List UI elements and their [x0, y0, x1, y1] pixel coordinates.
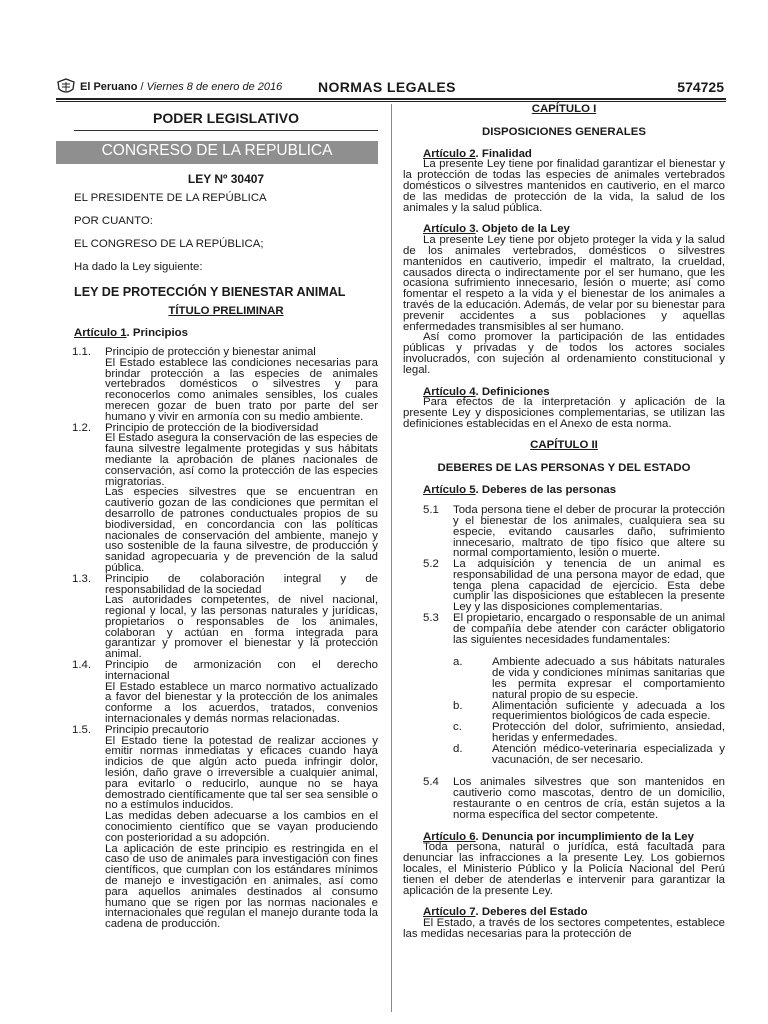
- item-text: El Estado tiene la potestad de realizar acciones y emitir normas inmediatas y eficaces cuando haya indicios de que algún acto pueda infringir dolor, lesión, daño grave o irreversible a cualquier animal, para evitarlo o reducirlo, aunque no se haya demostrado científicamente que tal ser sea sensible o no a estímulos inducidos.: [105, 734, 378, 812]
- art6-label: Artículo 6: [423, 830, 476, 843]
- item-number: 1.1.: [72, 345, 91, 358]
- item-number: 1.5.: [72, 723, 91, 736]
- preamble-4: Ha dado la Ley siguiente:: [74, 260, 203, 273]
- art5-title: . Deberes de las personas: [475, 484, 617, 497]
- publication-name: El Peruano: [80, 81, 138, 93]
- list-item-d: [453, 742, 725, 766]
- item-letter: d.: [453, 742, 463, 755]
- column-divider: [391, 104, 392, 1012]
- item-text: El Estado establece las condiciones necesarias para brindar protección a las especies de animales vertebrados domésticos o silvestres y para reconocerlos como animales sensibles, los cuales merecen gozar de buen trato por parte del ser humano y vivir en armonía con su medio ambiente.: [105, 356, 378, 423]
- item-title: Principio de armonización con el derecho internacional: [105, 659, 378, 682]
- principle-1-5: [74, 725, 378, 930]
- list-item-a: [453, 656, 725, 701]
- art4-title: . Definiciones: [475, 385, 550, 398]
- art5-item-1: [423, 504, 725, 560]
- preamble-1: EL PRESIDENTE DE LA REPÚBLICA: [74, 192, 267, 205]
- item-number: 5.2: [423, 558, 439, 571]
- section-name: NORMAS LEGALES: [318, 79, 456, 95]
- publication-date: Viernes 8 de enero de 2016: [146, 81, 283, 93]
- page-number: 574725: [677, 79, 724, 95]
- art1-label: Artículo 1: [74, 327, 127, 340]
- item-number: 5.4: [423, 776, 439, 789]
- item-text: El propietario, encargado o responsable de un animal de compañía debe atender con carácter obligatorio las siguientes necesidades fundamentales:: [453, 612, 725, 646]
- page-header: [56, 78, 726, 98]
- item-letter: a.: [453, 656, 463, 669]
- item-number: 1.2.: [72, 421, 91, 434]
- item-letter: c.: [453, 721, 462, 734]
- art5-heading: [423, 485, 725, 496]
- item-text: Las autoridades competentes, de nivel nacional, regional y local, y las personas naturales y jurídicas, propietarios o responsables de los animales, colaboran y actúan en forma integrada para garantizar y promover el bienestar y la protección animal.: [105, 594, 378, 661]
- coat-of-arms-icon: [56, 78, 76, 96]
- item-text-2: Las medidas deben adecuarse a los cambios en el conocimiento científico que se vayan produciendo con posterioridad a su adopción.: [105, 810, 378, 844]
- art7-text: El Estado, a través de los sectores competentes, establece las medidas necesarias para la protección de: [403, 917, 725, 940]
- art6-title: . Denuncia por incumplimiento de la Ley: [475, 830, 694, 843]
- art3-label: Artículo 3: [423, 223, 476, 236]
- art4-label: Artículo 4: [423, 385, 476, 398]
- art5-label: Artículo 5: [423, 484, 476, 497]
- item-text: Los animales silvestres que son mantenidos en cautiverio como mascotas, dentro de un domicilio, restaurante o en centros de cría, están sujetos a la norma específica del sector competente.: [453, 776, 725, 821]
- item-text: La adquisición y tenencia de un animal es responsabilidad de una persona mayor de edad, que tenga plena capacidad de ejercicio. Esta debe cumplir las disposiciones que establecen la presente Ley y las disposiciones complementarias.: [453, 558, 725, 614]
- congress-banner: CONGRESO DE LA REPUBLICA: [56, 141, 378, 164]
- header-rule: [56, 98, 726, 100]
- item-number: 1.3.: [72, 572, 91, 585]
- item-text-2: Las especies silvestres que se encuentran en cautiverio gozan de las condiciones que permitan el desarrollo de patrones conductuales propios de su biodiversidad, en concordancia con las políticas nacionales de conservación del ambiente, manejo y uso sostenible de la fauna silvestre, de producción y sanidad agropecuaria y de prevención de la salud pública.: [105, 486, 378, 574]
- left-column: [74, 108, 378, 930]
- art5-item-4: [423, 776, 725, 821]
- art4-text: Para efectos de la interpretación y aplicación de la presente Ley y disposiciones complementarias, se utilizan las definiciones establecidas en el Anexo de esta norma.: [403, 396, 725, 430]
- art2-text: La presente Ley tiene por finalidad garantizar el bienestar y la protección de todas las especies de animales vertebrados domésticos o silvestres mantenidos en cautiverio, en el marco de las medidas de protección de la vida, la salud de los animales y la salud pública.: [403, 158, 725, 214]
- section-title: PODER LEGISLATIVO: [153, 110, 299, 126]
- chapter-1-heading: CAPÍTULO I: [531, 103, 597, 115]
- list-item-b: [453, 699, 725, 723]
- preamble-3: EL CONGRESO DE LA REPÚBLICA;: [74, 237, 264, 250]
- item-title: Principio precautorio: [105, 723, 209, 736]
- chapter-1-title: DISPOSICIONES GENERALES: [482, 125, 646, 138]
- principle-1-4: [74, 660, 378, 725]
- law-number: LEY Nº 30407: [187, 171, 265, 186]
- item-title: Principio de protección y bienestar animal: [105, 345, 316, 358]
- section-rule: [74, 130, 378, 131]
- item-number: 1.4.: [72, 659, 91, 672]
- right-column: [403, 104, 725, 940]
- art2-label: Artículo 2: [423, 147, 476, 160]
- principle-1-1: [74, 347, 378, 423]
- chapter-2-heading: CAPÍTULO II: [530, 438, 598, 451]
- art1-heading: [74, 328, 378, 339]
- item-text: Ambiente adecuado a sus hábitats naturales de vida y condiciones mínimas sanitarias que les permita expresar el comportamiento natural propio de su especie.: [492, 656, 725, 701]
- art2-title: . Finalidad: [475, 147, 532, 160]
- art3-text-2: Así como promover la participación de las entidades públicas y privadas y de todos los actores sociales involucrados, con sujeción al ordenamiento constitucional y legal.: [403, 331, 725, 376]
- art3-text: La presente Ley tiene por objeto proteger la vida y la salud de los animales vertebrados, domésticos o silvestres mantenidos en cautiverio, impedir el maltrato, la crueldad, causados directa o indirectamente por el ser humano, que les ocasiona sufrimiento innecesario, lesión o muerte; así como fomentar el respeto a la vida y el bienestar de los animales a través de la educación. Además, de velar por su bienestar para prevenir accidentes a sus poblaciones y aquellas enfermedades transmisibles al ser humano.: [403, 234, 725, 333]
- principle-1-2: [74, 423, 378, 574]
- law-title: LEY DE PROTECCIÓN Y BIENESTAR ANIMAL: [74, 284, 346, 299]
- principle-1-3: [74, 574, 378, 660]
- art7-label: Artículo 7: [423, 906, 476, 919]
- art5-item-2: [423, 558, 725, 614]
- art3-title: . Objeto de la Ley: [475, 223, 570, 236]
- publication-line: El Peruano / Viernes 8 de enero de 2016: [80, 81, 283, 93]
- item-text: Toda persona tiene el deber de procurar la protección y el bienestar de los animales, cualquiera sea su especie, evitando causarles daño, sufrimiento innecesario, maltrato de tipo físico que altere su normal comportamiento, lesión o muerte.: [453, 504, 725, 560]
- chapter-2-title: DEBERES DE LAS PERSONAS Y DEL ESTADO: [437, 461, 691, 474]
- item-number: 5.3: [423, 612, 439, 625]
- art6-text: Toda persona, natural o jurídica, está facultada para denunciar las infracciones a la presente Ley. Los gobiernos locales, el Ministerio Público y la Policía Nacional del Perú tienen el deber de atenderlas e intervenir para garantizar la aplicación de la presente Ley.: [403, 841, 725, 897]
- item-text-3: La aplicación de este principio es restringida en el caso de uso de animales para investigación con fines científicos, que cumplan con los estándares mínimos de manejo e investigación en animales, así como para aquellos animales destinados al consumo humano que se rigen por las normas nacionales e internacionales que regulan el manejo durante toda la cadena de producción.: [105, 842, 378, 931]
- item-text: Alimentación suficiente y adecuada a los requerimientos biológicos de cada especie.: [492, 699, 725, 723]
- art7-title: . Deberes del Estado: [475, 906, 588, 919]
- item-title: Principio de protección de la biodiversidad: [105, 421, 319, 434]
- preamble-2: POR CUANTO:: [74, 215, 153, 228]
- art5-3-list: [453, 657, 725, 765]
- item-number: 5.1: [423, 504, 439, 517]
- item-letter: b.: [453, 699, 463, 712]
- item-text: Protección del dolor, sufrimiento, ansiedad, heridas y enfermedades.: [492, 721, 725, 745]
- titulo-preliminar: TÍTULO PRELIMINAR: [168, 305, 284, 318]
- header-rule-thin: [56, 101, 726, 102]
- item-text: El Estado asegura la conservación de las especies de fauna silvestre legalmente protegidas y sus hábitats mediante la aprobación de planes nacionales de conservación, así como la protección de las especies migratorias.: [105, 432, 378, 488]
- item-title: Principio de colaboración integral y de responsabilidad de la sociedad: [105, 572, 378, 596]
- item-text: Atención médico-veterinaria especializada y vacunación, de ser necesario.: [492, 742, 725, 766]
- art5-item-3: [423, 612, 725, 646]
- art1-title: . Principios: [126, 327, 188, 340]
- item-text: El Estado establece un marco normativo actualizado a favor del bienestar y la protección de los animales conforme a los acuerdos, tratados, convenios internacionales y demás normas relacionadas.: [105, 680, 378, 726]
- list-item-c: [453, 721, 725, 745]
